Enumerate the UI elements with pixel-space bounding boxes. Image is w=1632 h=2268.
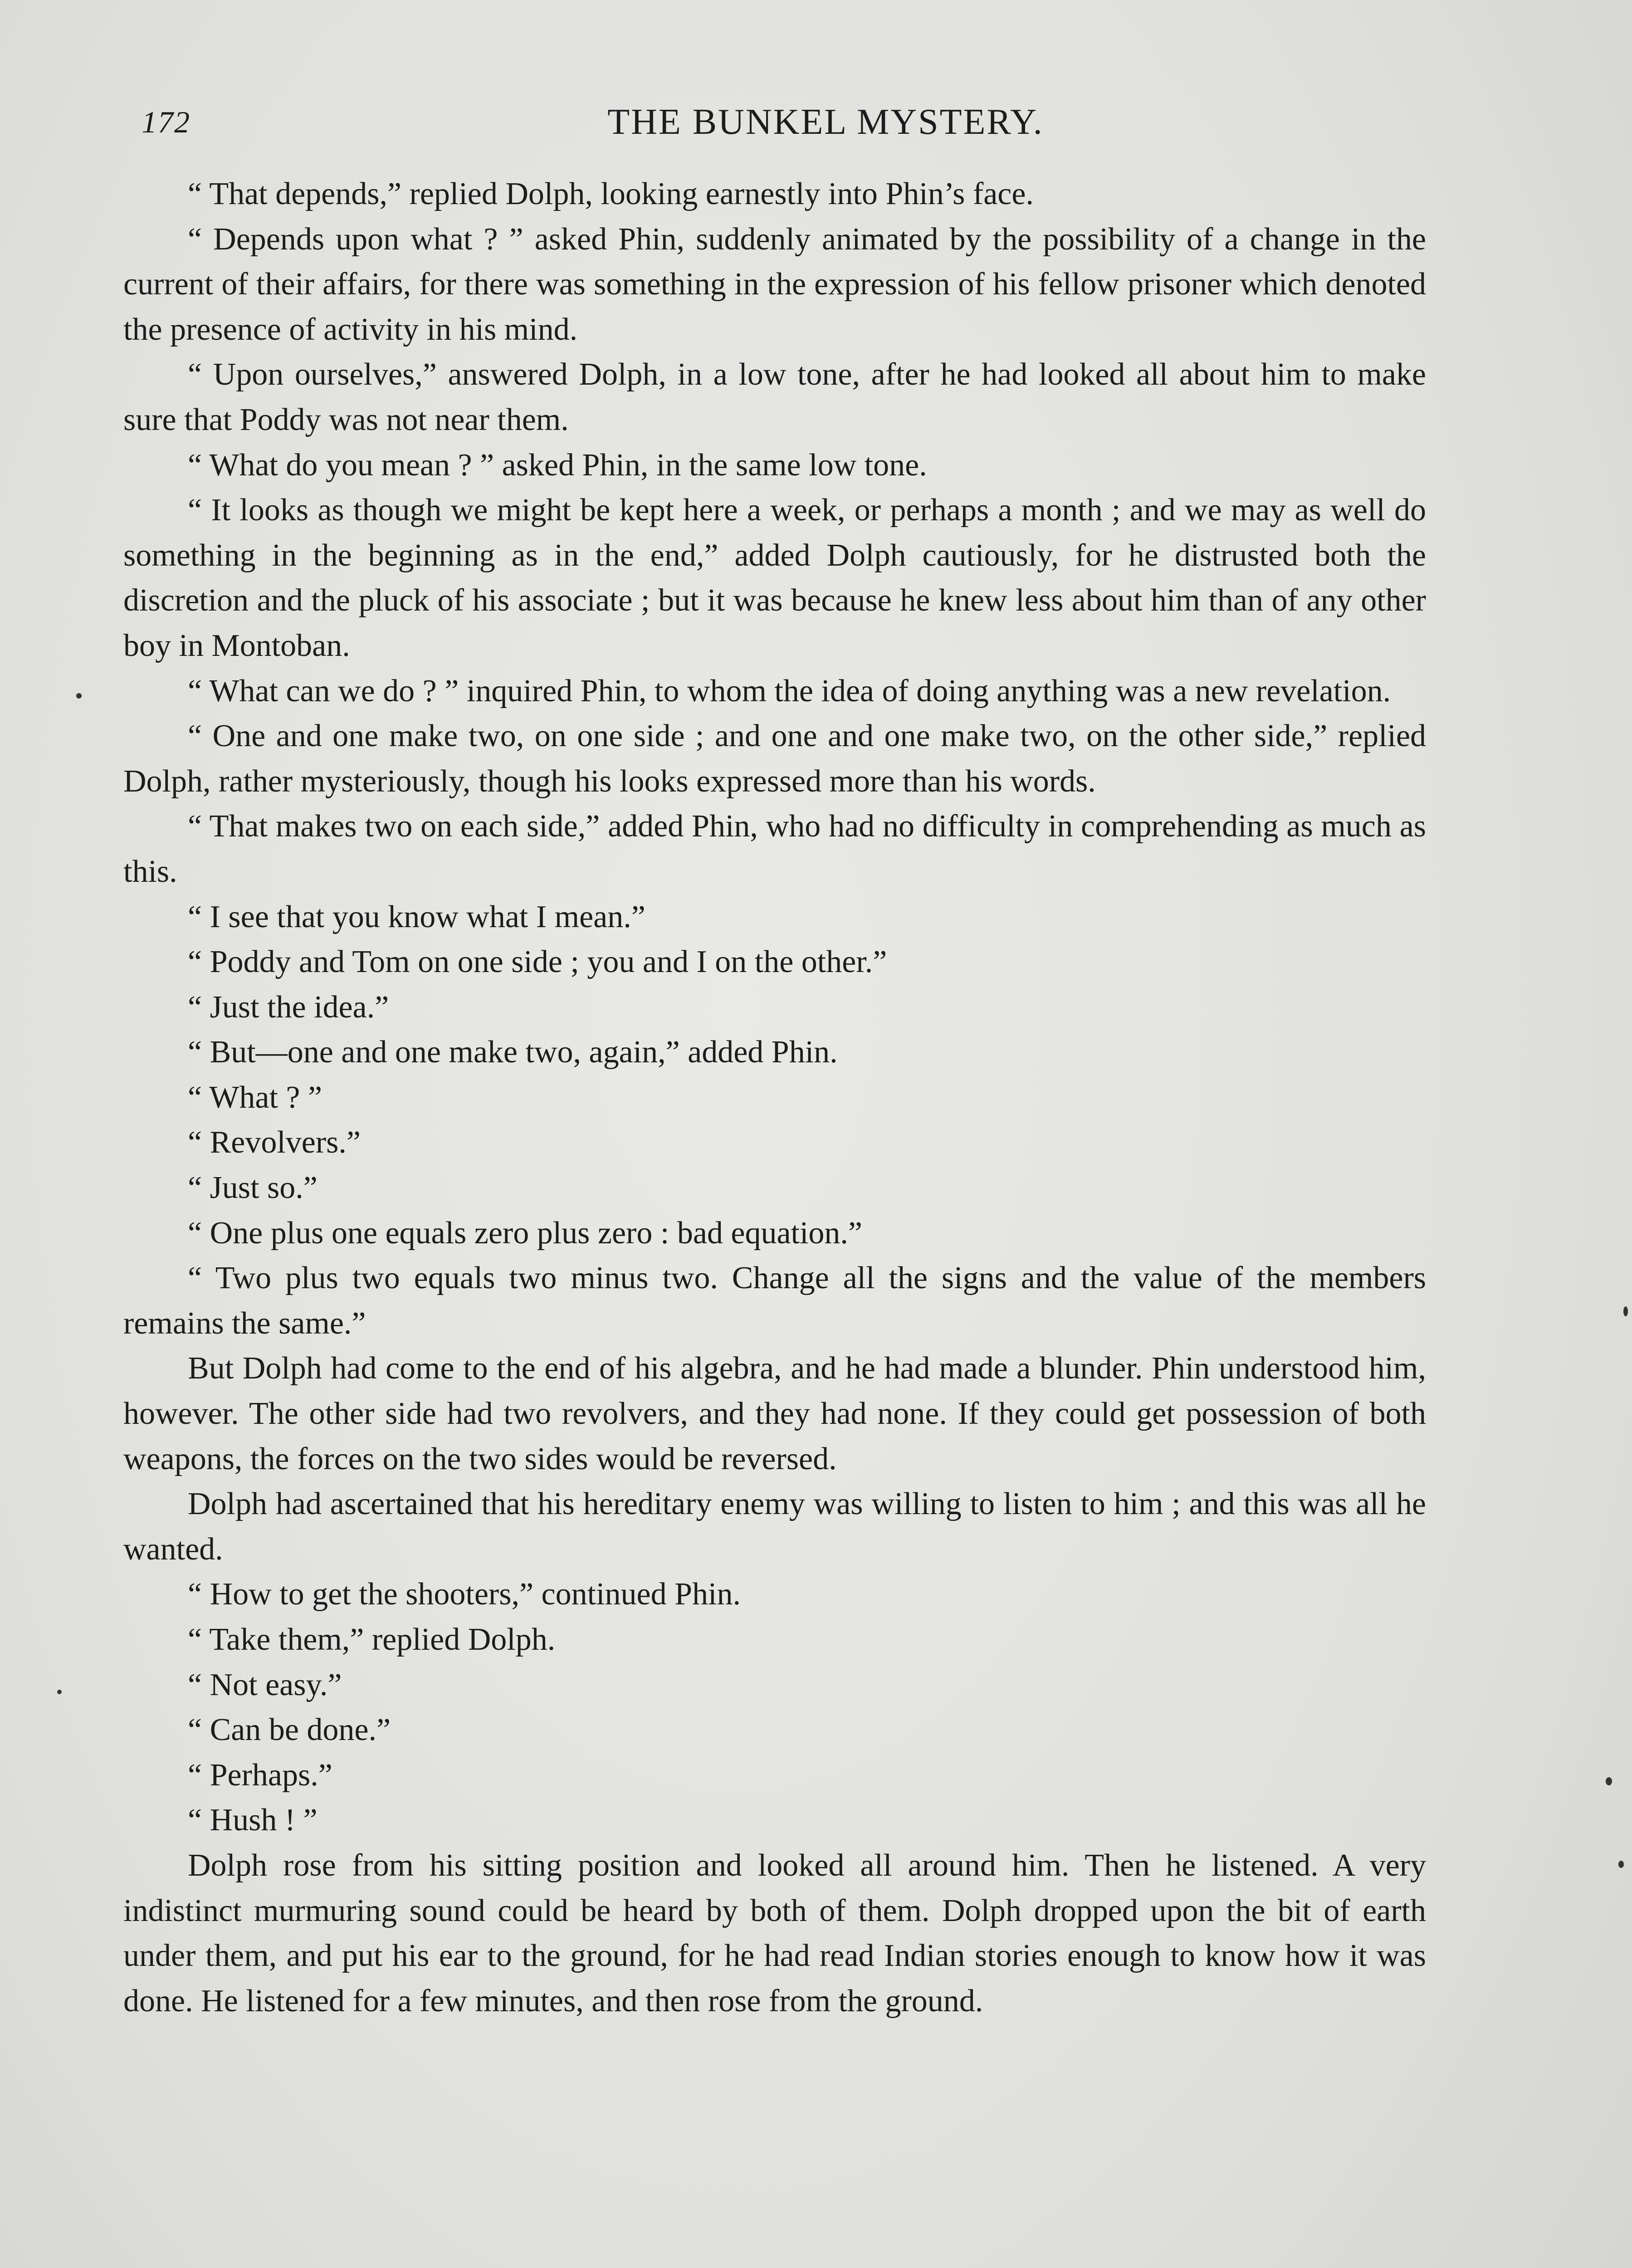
paragraph: “ What can we do ? ” inquired Phin, to whom the idea of doing anything was a new revelation. xyxy=(188,673,1391,709)
paragraph: “ How to get the shooters,” continued Phin. xyxy=(188,1577,741,1612)
paragraph: “ That depends,” replied Dolph, looking earnestly into Phin’s face. xyxy=(188,176,1034,211)
paragraph: “ Two plus two equals two minus two. Change all the signs and the value of the members remains the same.” xyxy=(123,1261,1426,1341)
paragraph: “ I see that you know what I mean.” xyxy=(188,899,645,934)
ink-speck xyxy=(76,693,82,699)
paragraph: “ Can be done.” xyxy=(188,1712,391,1748)
ink-speck xyxy=(1606,1777,1612,1785)
ink-speck xyxy=(1618,1861,1624,1868)
ink-speck xyxy=(57,1690,62,1694)
paragraph: “ What ? ” xyxy=(188,1080,322,1115)
paragraph: “ Take them,” replied Dolph. xyxy=(188,1622,556,1657)
paragraph: “ That makes two on each side,” added Phin, who had no difficulty in comprehending as much as this. xyxy=(123,809,1426,889)
paragraph: “ It looks as though we might be kept here a week, or perhaps a month ; and we may as well do something in the beginning as in the end,” added Dolph cautiously, for he distrusted both the discretion and the pluck of his associate ; but it was because he knew less about him than of any other boy in Montoban. xyxy=(123,493,1426,663)
paragraph: “ Perhaps.” xyxy=(188,1757,332,1793)
paragraph: “ Hush ! ” xyxy=(188,1803,318,1838)
paragraph: “ But—one and one make two, again,” added Phin. xyxy=(188,1035,838,1070)
paragraph: “ Depends upon what ? ” asked Phin, suddenly animated by the possibility of a change in the current of their affairs, for there was something in the expression of his fellow prisoner which denoted the presence of activity in his mind. xyxy=(123,221,1426,347)
paragraph: “ Not easy.” xyxy=(188,1667,342,1702)
paragraph: Dolph had ascertained that his hereditary enemy was willing to listen to him ; and this was all he wanted. xyxy=(123,1486,1426,1567)
paragraph: “ Just so.” xyxy=(188,1170,318,1206)
page-title: THE BUNKEL MYSTERY. xyxy=(607,102,1044,142)
paragraph: “ Poddy and Tom on one side ; you and I on the other.” xyxy=(188,944,887,980)
paragraph: “ One and one make two, on one side ; and one and one make two, on the other side,” replied Dolph, rather mysteriously, though his looks expressed more than his words. xyxy=(123,719,1426,799)
page-number: 172 xyxy=(142,105,191,139)
ink-speck xyxy=(1623,1306,1628,1316)
body-text xyxy=(123,171,1426,2024)
paragraph: “ Upon ourselves,” answered Dolph, in a low tone, after he had looked all about him to make sure that Poddy was not near them. xyxy=(123,357,1426,437)
paragraph: “ Revolvers.” xyxy=(188,1125,361,1160)
paragraph: “ One plus one equals zero plus zero : bad equation.” xyxy=(188,1215,862,1251)
paragraph: But Dolph had come to the end of his algebra, and he had made a blunder. Phin understood him, however. The other side had two revolvers, and they had none. If they could get possession of both weapons, the forces on the two sides would be reversed. xyxy=(123,1351,1426,1476)
paragraph: “ What do you mean ? ” asked Phin, in the same low tone. xyxy=(188,447,927,483)
running-head xyxy=(132,96,1456,146)
paragraph: Dolph rose from his sitting position and looked all around him. Then he listened. A very indistinct murmuring sound could be heard by both of them. Dolph dropped upon the bit of earth under them, and put his ear to the ground, for he had read Indian stories enough to know how it was done. He listened for a few minutes, and then rose from the ground. xyxy=(123,1848,1426,2019)
paragraph: “ Just the idea.” xyxy=(188,989,389,1025)
